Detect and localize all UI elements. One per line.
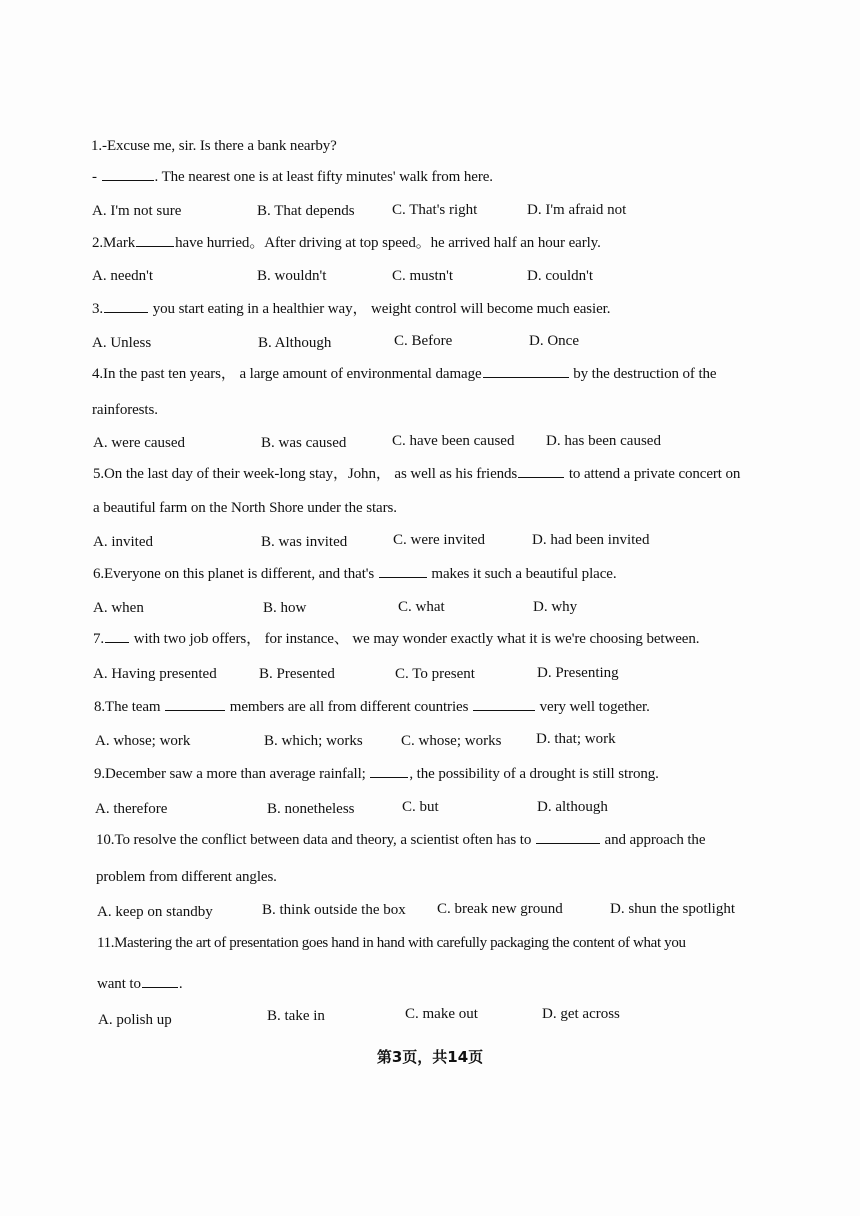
option-c: C. have been caused (392, 433, 515, 449)
question-text: , the possibility of a drought is still strong. (409, 766, 659, 782)
option-a: A. keep on standby (97, 904, 213, 920)
option-c: C. That's right (392, 202, 478, 218)
question-3-stem (92, 300, 610, 318)
option-c: C. make out (405, 1006, 478, 1022)
question-text: want to (97, 976, 141, 992)
question-text: makes it such a beautiful place. (427, 566, 617, 582)
answer-blank (105, 630, 129, 643)
question-text: 6.Everyone on this planet is different, and that's (93, 566, 378, 582)
option-d: D. I'm afraid not (527, 202, 627, 218)
question-text: 4.In the past ten years， a large amount of environmental damage (92, 366, 482, 382)
option-c: C. mustn't (392, 268, 454, 284)
answer-blank (165, 698, 225, 711)
question-1-stem (91, 137, 337, 155)
option-b: B. which; works (264, 733, 363, 749)
option-d: D. why (533, 599, 578, 615)
question-text: 3. (92, 301, 104, 317)
option-b: B. That depends (257, 203, 355, 219)
option-b: B. Although (258, 335, 332, 351)
option-a: A. Having presented (93, 666, 217, 682)
option-d: D. although (537, 799, 608, 815)
option-a: A. polish up (98, 1012, 172, 1028)
answer-blank (518, 465, 564, 478)
option-c: C. but (402, 799, 439, 815)
option-c: C. To present (395, 666, 475, 682)
option-d: D. that; work (536, 731, 616, 747)
answer-blank (142, 975, 178, 988)
question-text: and approach the (600, 832, 706, 848)
question-4-continuation: rainforests. (92, 402, 158, 418)
answer-blank (379, 565, 427, 578)
option-b: B. wouldn't (257, 268, 327, 284)
question-11-continuation (97, 975, 183, 993)
question-text: with two job offers， for instance、 we may wonder exactly what it is we're choosing between. (130, 631, 700, 647)
answer-blank (102, 168, 154, 181)
option-c: C. Before (394, 333, 453, 349)
option-a: A. therefore (95, 801, 168, 817)
option-c: C. break new ground (437, 901, 563, 917)
question-text: very well together. (535, 699, 650, 715)
question-text: you start eating in a healthier way， weight control will become much easier. (149, 301, 611, 317)
option-b: B. how (263, 600, 307, 616)
answer-blank (104, 300, 148, 313)
option-b: B. was caused (261, 435, 347, 451)
question-text: to attend a private concert on (565, 466, 741, 482)
question-text: have hurried。After driving at top speed。he arrived half an hour early. (175, 235, 601, 251)
question-text: 1.-Excuse me, sir. Is there a bank nearby? (91, 138, 337, 154)
answer-blank (136, 234, 174, 247)
option-a: A. when (93, 600, 144, 616)
question-10-stem (96, 831, 705, 849)
question-text: by the destruction of the (569, 366, 717, 382)
option-b: B. nonetheless (267, 801, 355, 817)
question-10-continuation: problem from different angles. (96, 869, 277, 885)
question-5-stem (93, 465, 740, 483)
question-6-stem (93, 565, 616, 583)
option-a: A. invited (93, 534, 153, 550)
option-a: A. whose; work (95, 733, 191, 749)
question-text: 5.On the last day of their week-long stay，John， as well as his friends (93, 466, 518, 482)
option-a: A. I'm not sure (92, 203, 182, 219)
option-c: C. whose; works (401, 733, 502, 749)
question-text: 7. (93, 631, 105, 647)
question-text: - (92, 169, 101, 185)
answer-blank (536, 831, 600, 844)
question-text: 9.December saw a more than average rainfall; (94, 766, 370, 782)
question-1-reply (92, 168, 493, 186)
option-d: D. shun the spotlight (610, 901, 736, 917)
question-text: members are all from different countries (226, 699, 472, 715)
answer-blank (370, 765, 408, 778)
page-number-footer: 第3页，共14页 (376, 1048, 484, 1066)
option-b: B. take in (267, 1008, 325, 1024)
question-5-continuation: a beautiful farm on the North Shore under the stars. (93, 500, 397, 516)
option-b: B. think outside the box (262, 902, 406, 918)
question-9-stem (94, 765, 659, 783)
option-d: D. Once (529, 333, 579, 349)
option-b: B. was invited (261, 534, 348, 550)
question-2-stem (92, 234, 601, 252)
question-text: 10.To resolve the conflict between data and theory, a scientist often has to (96, 832, 535, 848)
option-a: A. Unless (92, 335, 152, 351)
question-7-stem (93, 630, 699, 648)
option-d: D. had been invited (532, 532, 650, 548)
option-d: D. has been caused (546, 433, 661, 449)
answer-blank (483, 365, 569, 378)
option-b: B. Presented (259, 666, 335, 682)
option-d: D. couldn't (527, 268, 594, 284)
question-text: . (178, 976, 183, 992)
option-a: A. needn't (92, 268, 154, 284)
option-d: D. get across (542, 1006, 620, 1022)
answer-blank (473, 698, 535, 711)
question-4-stem (92, 365, 717, 383)
question-text: 8.The team (94, 699, 165, 715)
option-a: A. were caused (93, 435, 186, 451)
option-c: C. were invited (393, 532, 486, 548)
question-text: . The nearest one is at least fifty minutes' walk from here. (154, 169, 493, 185)
question-text: 2.Mark (92, 235, 136, 251)
question-8-stem (94, 698, 650, 716)
option-c: C. what (398, 599, 445, 615)
question-11-stem: 11.Mastering the art of presentation goes hand in hand with carefully packaging the content of what you (97, 935, 686, 951)
option-d: D. Presenting (537, 665, 619, 681)
